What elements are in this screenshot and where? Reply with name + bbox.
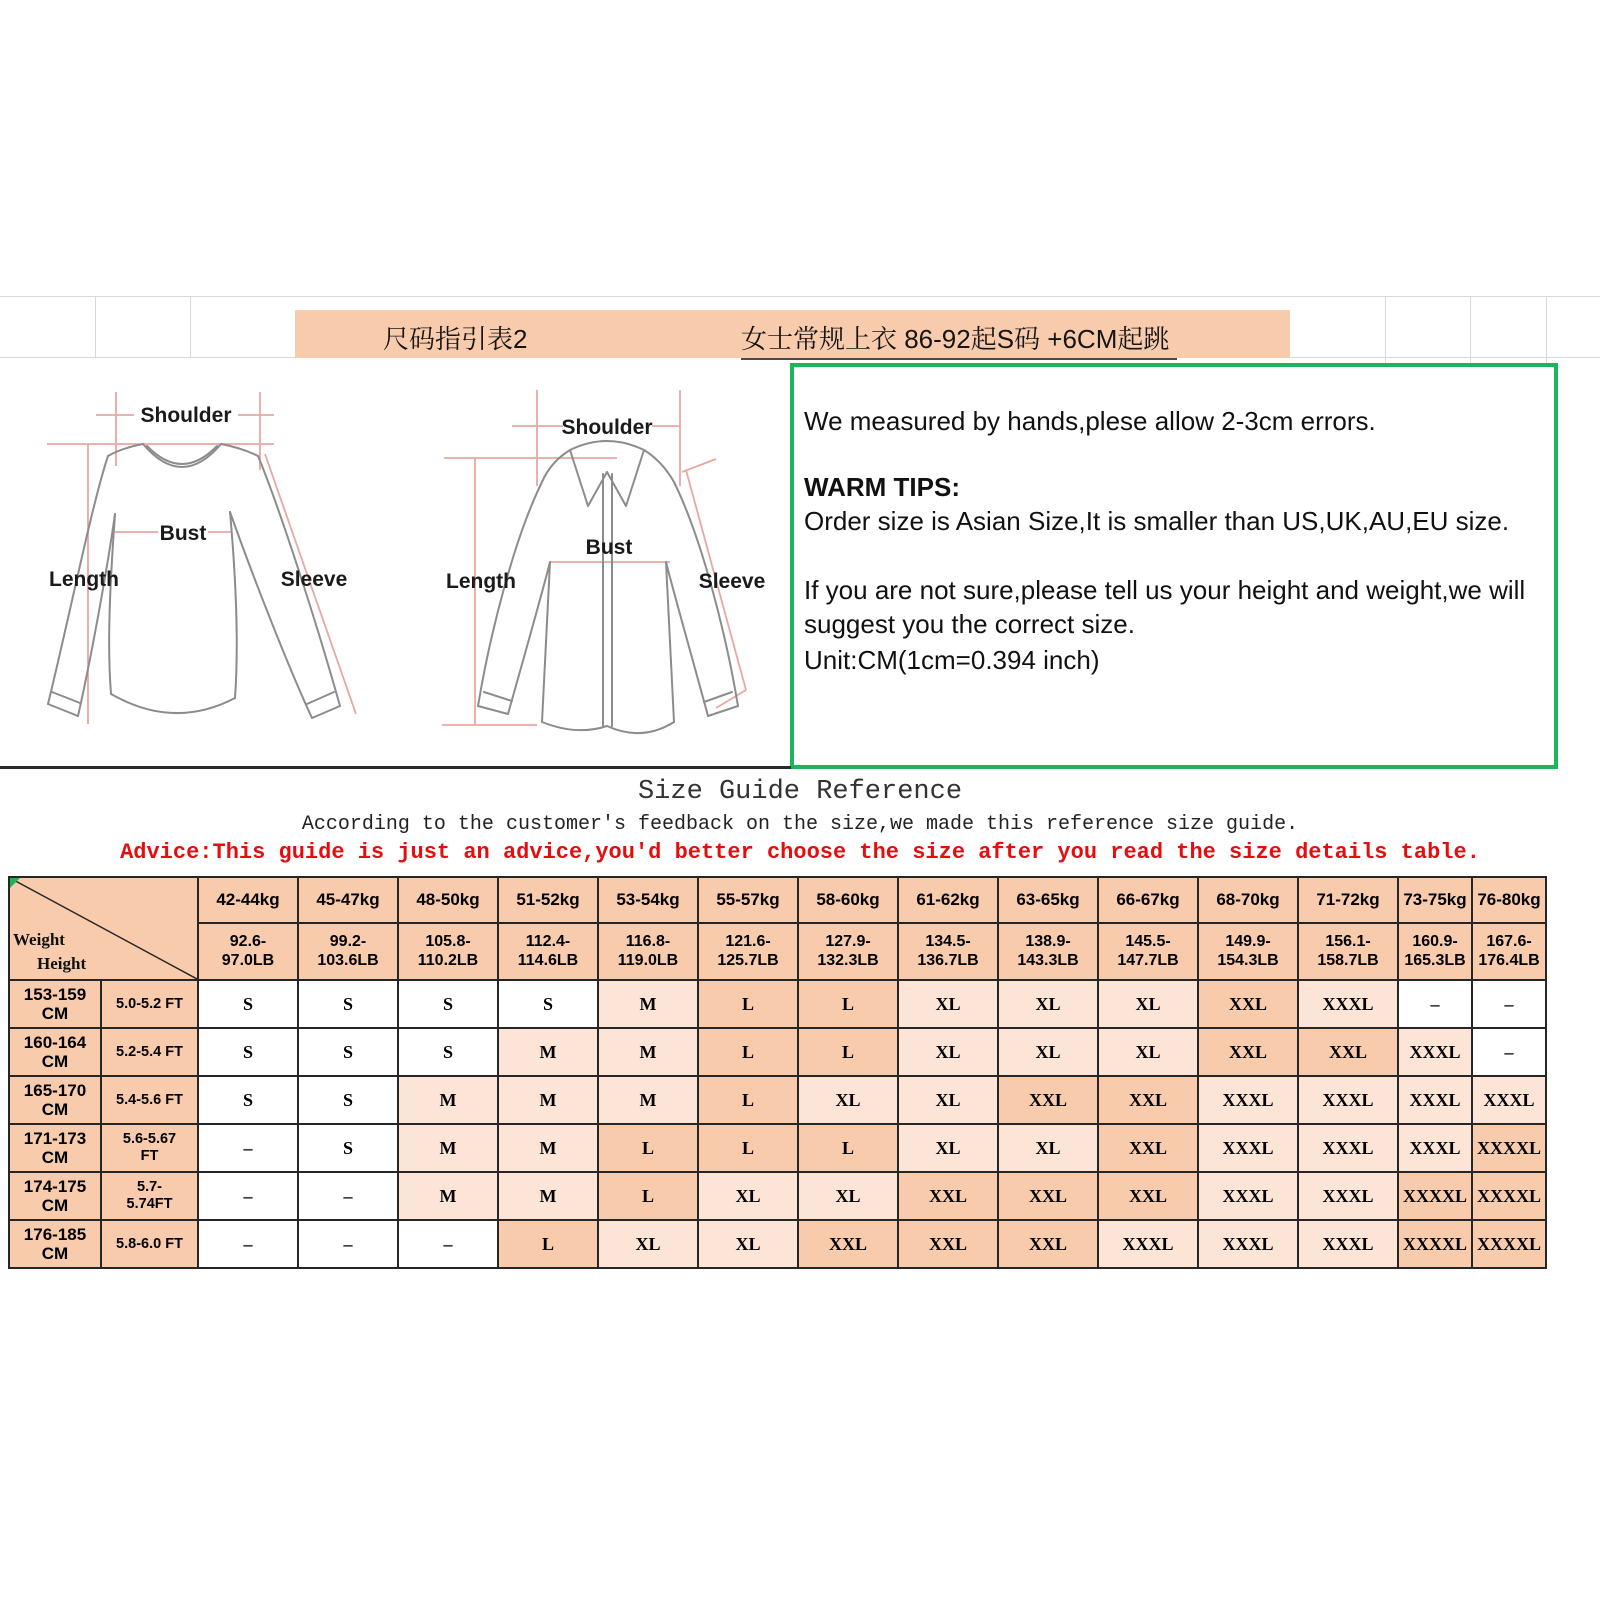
height-ft-cell [101, 1028, 198, 1076]
note-unit: Unit:CM(1cm=0.394 inch) [804, 644, 1100, 675]
height-cm-cell [9, 1076, 101, 1124]
cm-line: CM [41, 1004, 69, 1023]
kg-header-cell: 76-80kg [1472, 877, 1546, 923]
size-cell: L [598, 1124, 698, 1172]
size-cell: L [598, 1172, 698, 1220]
size-cell: XL [798, 1172, 898, 1220]
size-cell: XXL [1198, 980, 1298, 1028]
lb-line: 136.7LB [917, 951, 979, 969]
lb-line: 127.9- [825, 932, 871, 950]
size-cell: XL [998, 980, 1098, 1028]
spreadsheet-gridline [190, 296, 191, 358]
lb-line: 176.4LB [1478, 951, 1540, 969]
size-cell: – [198, 1220, 298, 1268]
ft-line: 5.4-5.6 FT [116, 1091, 183, 1108]
size-cell: XXXL [1398, 1124, 1472, 1172]
lb-line: 92.6- [229, 932, 267, 950]
size-cell: XXXXL [1472, 1220, 1546, 1268]
size-table [8, 876, 1547, 1269]
shoulder-label: Shoulder [561, 416, 653, 439]
lb-line: 97.0LB [221, 951, 275, 969]
size-cell: – [198, 1124, 298, 1172]
cm-line: CM [41, 1148, 69, 1167]
kg-header-cell: 55-57kg [698, 877, 798, 923]
size-cell: S [198, 980, 298, 1028]
cm-line: 174-175 [23, 1176, 87, 1196]
size-cell: L [798, 980, 898, 1028]
size-cell: XXL [898, 1220, 998, 1268]
reference-title: Size Guide Reference [637, 777, 963, 807]
size-cell: XXL [998, 1220, 1098, 1268]
cm-line: 165-170 [23, 1080, 87, 1100]
lb-header-cell [1098, 923, 1198, 980]
ft-line: 5.6-5.67 [122, 1131, 177, 1148]
size-cell: XXXL [1298, 1076, 1398, 1124]
sleeve-label: Sleeve [698, 570, 766, 593]
kg-header-cell: 53-54kg [598, 877, 698, 923]
height-ft-cell [101, 1124, 198, 1172]
size-cell: XL [998, 1028, 1098, 1076]
lb-header-cell [298, 923, 398, 980]
size-cell: L [698, 1076, 798, 1124]
lb-line: 114.6LB [517, 951, 579, 969]
size-cell: – [1472, 980, 1546, 1028]
lb-line: 160.9- [1412, 932, 1458, 950]
height-ft-cell [101, 1172, 198, 1220]
size-cell: S [298, 1124, 398, 1172]
cm-line: 153-159 [23, 984, 87, 1004]
size-cell: XL [798, 1076, 898, 1124]
lb-line: 165.3LB [1404, 951, 1466, 969]
size-cell: S [298, 1028, 398, 1076]
size-cell: XXXL [1298, 1220, 1398, 1268]
lb-header-cell [398, 923, 498, 980]
size-cell: XL [898, 980, 998, 1028]
spreadsheet-gridline [1470, 296, 1471, 363]
size-cell: M [598, 980, 698, 1028]
kg-header-cell: 51-52kg [498, 877, 598, 923]
lb-header-cell [798, 923, 898, 980]
spreadsheet-gridline [0, 357, 295, 358]
kg-header-cell: 42-44kg [198, 877, 298, 923]
spreadsheet-gridline [1385, 296, 1386, 363]
lb-header-cell [498, 923, 598, 980]
ft-line: 5.2-5.4 FT [116, 1043, 183, 1060]
size-cell: XXL [1098, 1076, 1198, 1124]
lb-line: 138.9- [1025, 932, 1071, 950]
size-cell: M [598, 1076, 698, 1124]
lb-header-cell [598, 923, 698, 980]
size-cell: XXXL [1298, 980, 1398, 1028]
lb-line: 103.6LB [317, 951, 379, 969]
cm-line: CM [41, 1244, 69, 1263]
size-cell: XL [1098, 980, 1198, 1028]
size-cell: M [398, 1124, 498, 1172]
size-cell: XXXXL [1472, 1124, 1546, 1172]
size-cell: XL [598, 1220, 698, 1268]
size-cell: XXL [998, 1172, 1098, 1220]
measurement-note-box [790, 363, 1558, 769]
lb-line: 121.6- [725, 932, 771, 950]
lb-header-cell [1398, 923, 1472, 980]
lb-header-cell [1298, 923, 1398, 980]
size-cell: L [798, 1124, 898, 1172]
size-cell: L [698, 1124, 798, 1172]
lb-line: 116.8- [625, 932, 671, 950]
title-left: 尺码指引表2 [383, 324, 528, 354]
shoulder-label: Shoulder [140, 404, 232, 427]
spreadsheet-gridline [1546, 296, 1547, 363]
kg-header-cell: 48-50kg [398, 877, 498, 923]
size-cell: S [398, 980, 498, 1028]
size-cell: M [398, 1076, 498, 1124]
size-cell: XL [1098, 1028, 1198, 1076]
size-cell: S [298, 980, 398, 1028]
size-cell: XXXXL [1398, 1172, 1472, 1220]
size-cell: S [498, 980, 598, 1028]
bust-label: Bust [585, 536, 633, 559]
size-cell: S [298, 1076, 398, 1124]
note-asian-size: Order size is Asian Size,It is smaller than US,UK,AU,EU size. [804, 505, 1510, 536]
shirt-diagram [402, 374, 788, 756]
size-cell: XXL [1098, 1172, 1198, 1220]
size-cell: XXL [798, 1220, 898, 1268]
lb-header-cell [898, 923, 998, 980]
size-cell: XL [998, 1124, 1098, 1172]
lb-header-cell [698, 923, 798, 980]
size-cell: XXXL [1398, 1076, 1472, 1124]
kg-header-cell: 71-72kg [1298, 877, 1398, 923]
reference-advice: Advice:This guide is just an advice,you'd better choose the size after you read the size details table. [120, 840, 1480, 865]
size-cell: M [498, 1076, 598, 1124]
reference-subtitle: According to the customer's feedback on the size,we made this reference size guide. [301, 813, 1299, 836]
height-cm-cell [9, 980, 101, 1028]
height-cm-cell [9, 1172, 101, 1220]
size-cell: XL [898, 1124, 998, 1172]
bust-label: Bust [159, 522, 207, 545]
height-cm-cell [9, 1124, 101, 1172]
size-cell: XXXL [1298, 1124, 1398, 1172]
height-ft-cell [101, 980, 198, 1028]
lb-line: 105.8- [425, 932, 471, 950]
ft-line: FT [140, 1148, 159, 1164]
size-cell: M [498, 1124, 598, 1172]
lb-line: 99.2- [329, 932, 367, 950]
height-ft-cell [101, 1076, 198, 1124]
lb-line: 147.7LB [1117, 951, 1179, 969]
kg-header-cell: 61-62kg [898, 877, 998, 923]
ft-line: 5.0-5.2 FT [116, 995, 183, 1012]
size-cell: XXL [1098, 1124, 1198, 1172]
kg-header-cell: 73-75kg [1398, 877, 1472, 923]
height-ft-cell [101, 1220, 198, 1268]
lb-line: 119.0LB [617, 951, 679, 969]
ft-line: 5.8-6.0 FT [116, 1235, 183, 1252]
spreadsheet-gridline [1290, 357, 1600, 358]
size-cell: XXXL [1398, 1028, 1472, 1076]
size-cell: L [798, 1028, 898, 1076]
size-cell: XL [698, 1220, 798, 1268]
cm-line: CM [41, 1052, 69, 1071]
size-cell: L [698, 1028, 798, 1076]
size-cell: XXL [1198, 1028, 1298, 1076]
ft-line: 5.74FT [126, 1196, 173, 1212]
size-cell: M [598, 1028, 698, 1076]
length-label: Length [446, 570, 516, 593]
length-label: Length [49, 568, 119, 591]
ft-line: 5.7- [137, 1179, 162, 1196]
lb-header-cell [1198, 923, 1298, 980]
sleeve-label: Sleeve [280, 568, 348, 591]
cm-line: CM [41, 1196, 69, 1215]
spreadsheet-gridline [95, 296, 96, 358]
kg-header-cell: 68-70kg [1198, 877, 1298, 923]
lb-header-cell [198, 923, 298, 980]
size-cell: XXXL [1198, 1220, 1298, 1268]
lb-line: 149.9- [1225, 932, 1271, 950]
size-cell: XXXL [1198, 1076, 1298, 1124]
note-measured: We measured by hands,plese allow 2-3cm errors. [804, 406, 1376, 436]
size-cell: – [298, 1172, 398, 1220]
title-right: 女士常规上衣 86-92起S码 +6CM起跳 [741, 319, 1177, 360]
lb-line: 154.3LB [1217, 951, 1279, 969]
lb-line: 143.3LB [1017, 951, 1079, 969]
size-cell: XXXL [1298, 1172, 1398, 1220]
size-cell: XXXXL [1398, 1220, 1472, 1268]
height-cm-cell [9, 1220, 101, 1268]
warm-tips-heading: WARM TIPS: [804, 471, 960, 502]
size-cell: XXXL [1198, 1124, 1298, 1172]
size-cell: XXXL [1098, 1220, 1198, 1268]
lb-line: 134.5- [925, 932, 971, 950]
size-cell: – [1472, 1028, 1546, 1076]
cm-line: 176-185 [23, 1224, 87, 1244]
corner-weight-label: Weight [13, 930, 65, 949]
size-cell: – [398, 1220, 498, 1268]
kg-header-cell: 66-67kg [1098, 877, 1198, 923]
kg-header-cell: 45-47kg [298, 877, 398, 923]
size-cell: S [198, 1076, 298, 1124]
measurement-lines [47, 392, 356, 724]
tshirt-diagram [22, 374, 400, 756]
size-cell: – [298, 1220, 398, 1268]
size-cell: XXXXL [1472, 1172, 1546, 1220]
size-cell: XXL [998, 1076, 1098, 1124]
section-divider [0, 766, 791, 769]
size-cell: – [1398, 980, 1472, 1028]
lb-line: 132.3LB [817, 951, 879, 969]
lb-header-cell [998, 923, 1098, 980]
cm-line: 160-164 [23, 1032, 87, 1052]
kg-header-cell: 63-65kg [998, 877, 1098, 923]
size-cell: XL [898, 1076, 998, 1124]
size-cell: S [398, 1028, 498, 1076]
size-cell: M [498, 1028, 598, 1076]
size-cell: – [198, 1172, 298, 1220]
lb-line: 110.2LB [417, 951, 479, 969]
lb-line: 125.7LB [717, 951, 779, 969]
size-cell: L [698, 980, 798, 1028]
cm-line: 171-173 [23, 1128, 87, 1148]
lb-line: 112.4- [525, 932, 571, 950]
size-cell: M [498, 1172, 598, 1220]
size-cell: XL [898, 1028, 998, 1076]
size-cell: XXXL [1472, 1076, 1546, 1124]
lb-line: 158.7LB [1317, 951, 1379, 969]
corner-axis-cell [9, 877, 198, 980]
cm-line: CM [41, 1100, 69, 1119]
lb-line: 156.1- [1325, 932, 1371, 950]
size-cell: XXXL [1198, 1172, 1298, 1220]
size-cell: L [498, 1220, 598, 1268]
kg-header-cell: 58-60kg [798, 877, 898, 923]
green-corner-marker [10, 878, 20, 888]
size-cell: XXL [1298, 1028, 1398, 1076]
size-cell: S [198, 1028, 298, 1076]
lb-line: 145.5- [1125, 932, 1171, 950]
title-bar [295, 310, 1290, 358]
size-cell: M [398, 1172, 498, 1220]
size-cell: XL [698, 1172, 798, 1220]
corner-height-label: Height [37, 954, 87, 973]
lb-header-cell [1472, 923, 1546, 980]
size-cell: XXL [898, 1172, 998, 1220]
lb-line: 167.6- [1486, 932, 1532, 950]
height-cm-cell [9, 1028, 101, 1076]
note-not-sure: If you are not sure,please tell us your height and weight,we will suggest you the correct size. [804, 575, 1526, 640]
spreadsheet-gridline [0, 296, 1600, 297]
